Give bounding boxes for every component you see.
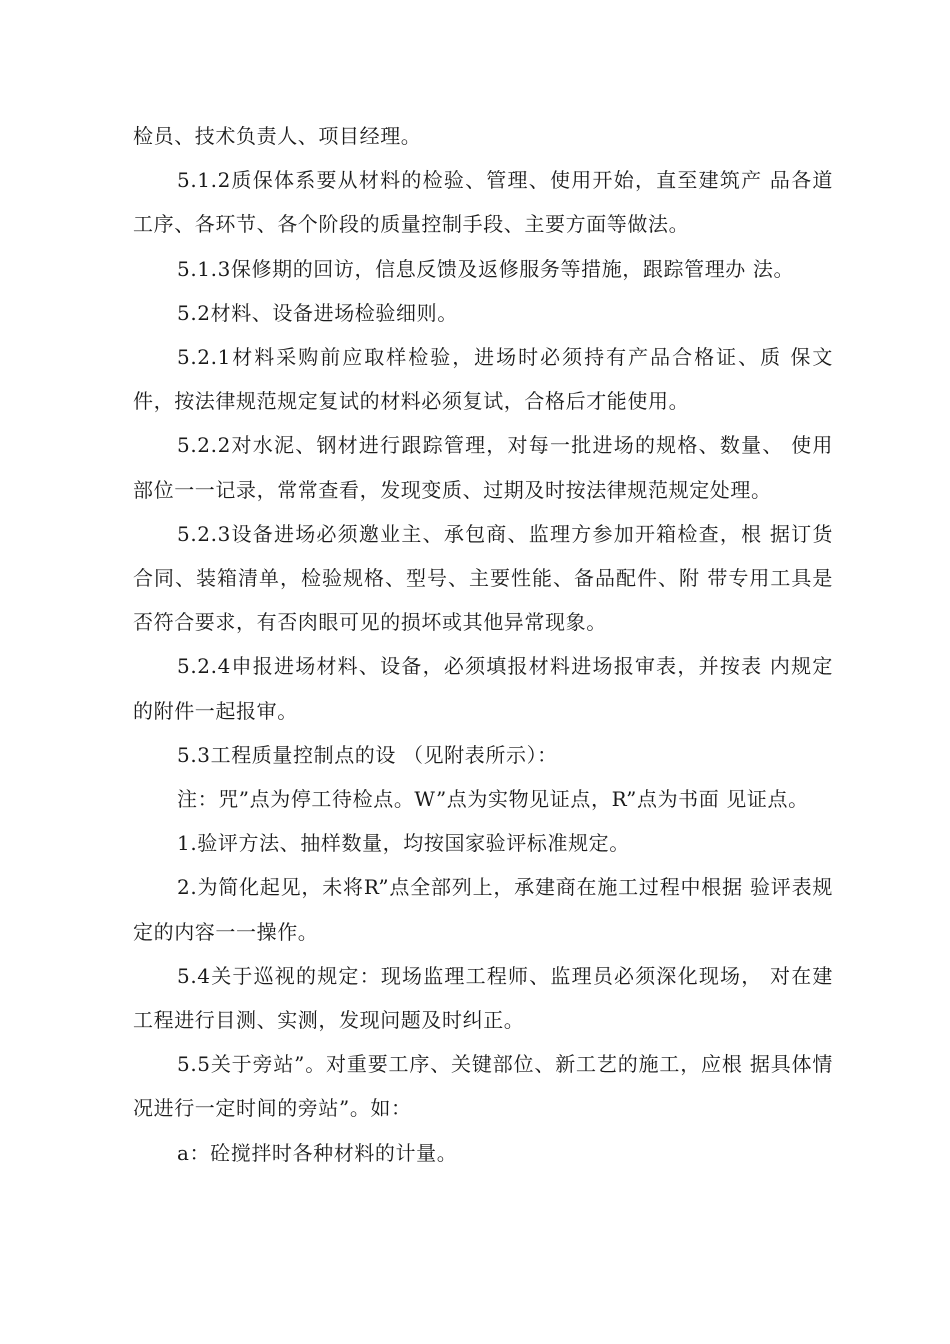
paragraph-5-2-2: 5.2.2对水泥、钢材进行跟踪管理，对每一批进场的规格、数量、 使用部位一一记录，常常查看，发现变质、过期及时按法律规范规定处理。	[133, 433, 833, 502]
paragraph-5-4: 5.4关于巡视的规定：现场监理工程师、监理员必须深化现场， 对在建工程进行目测、实测，发现问题及时纠正。	[133, 963, 833, 1033]
section-heading-5-3: 5.3工程质量控制点的设 （见附表所示）：	[177, 742, 558, 767]
paragraph-5-1-3: 5.1.3保修期的回访，信息反馈及返修服务等措施，跟踪管理办 法。	[177, 256, 795, 281]
list-item-a: a：砼搅拌时各种材料的计量。	[177, 1140, 458, 1165]
paragraph-5-2-4: 5.2.4申报进场材料、设备，必须填报材料进场报审表，并按表 内规定的附件一起报审。	[133, 654, 833, 723]
note-item-1: 1.验评方法、抽样数量，均按国家验评标准规定。	[177, 831, 630, 856]
paragraph-5-5: 5.5关于旁站”。对重要工序、关键部位、新工艺的施工，应根 据具体情况进行一定时间的旁站”。如：	[133, 1052, 833, 1121]
note-paragraph: 注：咒”点为停工待检点。W”点为实物见证点，R”点为书面 见证点。	[177, 787, 809, 812]
paragraph-5-2-1: 5.2.1材料采购前应取样检验，进场时必须持有产品合格证、质 保文件，按法律规范规定复试的材料必须复试，合格后才能使用。	[133, 345, 833, 414]
paragraph-1: 检员、技术负责人、项目经理。	[133, 124, 422, 148]
paragraph-5-2-3: 5.2.3设备进场必须邀业主、承包商、监理方参加开箱检查，根 据订货合同、装箱清单，检验规格、型号、主要性能、备品配件、附 带专用工具是否符合要求，有否肉眼可见的损坏或其他异常现象。	[133, 521, 833, 635]
document-body	[133, 114, 833, 1175]
note-item-2: 2.为简化起见，未将R”点全部列上，承建商在施工过程中根据 验评表规定的内容一一操作。	[133, 875, 833, 944]
section-heading-5-2: 5.2材料、设备进场检验细则。	[177, 300, 458, 325]
paragraph-5-1-2: 5.1.2质保体系要从材料的检验、管理、使用开始，直至建筑产 品各道工序、各环节、各个阶段的质量控制手段、主要方面等做法。	[133, 168, 833, 237]
